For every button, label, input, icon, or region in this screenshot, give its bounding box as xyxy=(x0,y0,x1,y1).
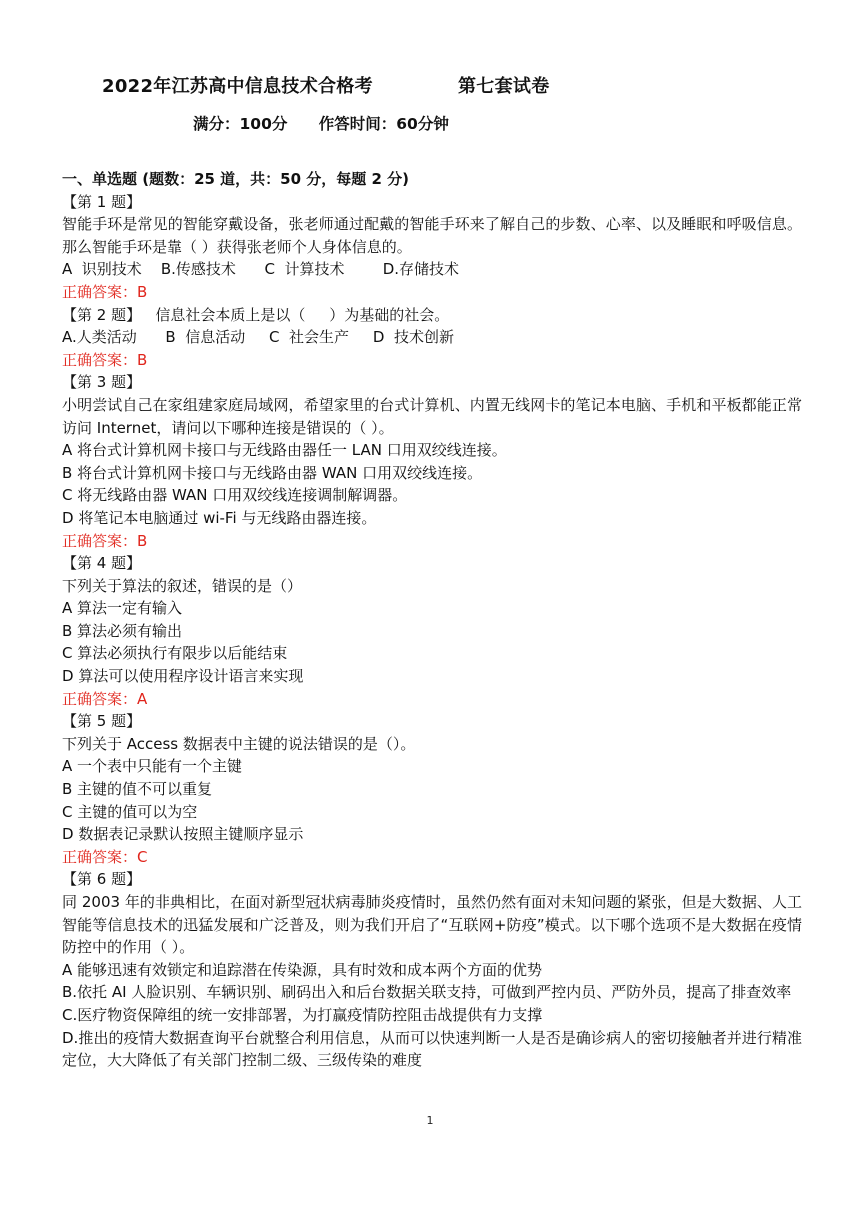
option-b: B 将台式计算机网卡接口与无线路由器 WAN 口用双绞线连接。 xyxy=(62,463,483,482)
option-a: A 能够迅速有效锁定和追踪潜在传染源，具有时效和成本两个方面的优势 xyxy=(62,960,543,979)
page-number: 1 xyxy=(426,1114,434,1127)
option-d: D.推出的疫情大数据查询平台就整合利用信息，从而可以快速判断一人是否是确诊病人的密切接触者并进行精准定位，大大降低了有关部门控制二级、三级传染的难度 xyxy=(62,1028,802,1070)
question-label: 【第 5 题】 xyxy=(62,712,142,731)
exam-title xyxy=(102,72,550,98)
option-d: D 将笔记本电脑通过 wi-Fi 与无线路由器连接。 xyxy=(62,508,377,527)
question-stem: 下列关于算法的叙述，错误的是（） xyxy=(62,576,303,595)
question-1 xyxy=(62,191,802,304)
question-stem: 智能手环是常见的智能穿戴设备，张老师通过配戴的智能手环来了解自己的步数、心率、以及睡眠和呼吸信息。那么智能手环是靠（ ）获得张老师个人身体信息的。 xyxy=(62,215,802,256)
option-c: C 算法必须执行有限步以后能结束 xyxy=(62,644,288,663)
option-b: B.依托 AI 人脸识别、车辆识别、刷码出入和后台数据关联支持，可做到严控内员、严防外员，提高了排查效率 xyxy=(62,983,792,1002)
option-a: A 一个表中只能有一个主键 xyxy=(62,757,243,776)
question-options: A.人类活动 B 信息活动 C 社会生产 D 技术创新 xyxy=(62,328,454,347)
question-stem: 下列关于 Access 数据表中主键的说法错误的是（）。 xyxy=(62,734,416,753)
correct-answer: 正确答案：C xyxy=(62,847,148,866)
full-score: 满分：100分 xyxy=(193,115,288,133)
question-stem: 同 2003 年的非典相比，在面对新型冠状病毒肺炎疫情时，虽然仍然有面对未知问题的紧张，但是大数据、人工智能等信息技术的迅猛发展和广泛普及，则为我们开启了“互联网+防疫”模式。以下哪个选项不是大数据在疫情防控中的作用（ ）。 xyxy=(62,893,802,957)
option-c: C 将无线路由器 WAN 口用双绞线连接调制解调器。 xyxy=(62,486,408,505)
option-d: D 数据表记录默认按照主键顺序显示 xyxy=(62,825,304,844)
question-3 xyxy=(62,371,802,552)
exam-info xyxy=(193,112,449,134)
option-c: C.医疗物资保障组的统一安排部署，为打赢疫情防控阻击战提供有力支撑 xyxy=(62,1005,543,1024)
correct-answer: 正确答案：B xyxy=(62,282,148,301)
section-heading: 一、单选题 (题数：25 道，共：50 分，每题 2 分) xyxy=(62,170,410,188)
option-b: B 算法必须有输出 xyxy=(62,621,183,640)
correct-answer: 正确答案：B xyxy=(62,350,148,369)
option-b: B 主键的值不可以重复 xyxy=(62,780,213,799)
question-5 xyxy=(62,710,802,868)
question-options: A 识别技术 B.传感技术 C 计算技术 D.存储技术 xyxy=(62,260,460,279)
exam-title-main: 2022年江苏高中信息技术合格考 xyxy=(102,76,373,97)
question-stem: 小明尝试自己在家组建家庭局域网，希望家里的台式计算机、内置无线网卡的笔记本电脑、手机和平板都能正常访问 Internet，请问以下哪种连接是错误的（ ）。 xyxy=(62,395,802,437)
option-a: A 算法一定有输入 xyxy=(62,599,183,618)
question-label: 【第 4 题】 xyxy=(62,554,142,573)
time-limit: 作答时间：60分钟 xyxy=(318,115,449,133)
question-label: 【第 1 题】 xyxy=(62,192,142,211)
question-stem: 信息社会本质上是以（ ）为基础的社会。 xyxy=(141,305,450,324)
option-d: D 算法可以使用程序设计语言来实现 xyxy=(62,667,304,686)
question-label: 【第 2 题】 xyxy=(62,305,142,324)
correct-answer: 正确答案：B xyxy=(62,531,148,550)
exam-set-title: 第七套试卷 xyxy=(458,76,550,97)
question-4 xyxy=(62,552,802,710)
option-c: C 主键的值可以为空 xyxy=(62,802,198,821)
option-a: A 将台式计算机网卡接口与无线路由器任一 LAN 口用双绞线连接。 xyxy=(62,441,507,460)
exam-content xyxy=(62,168,802,1072)
question-2 xyxy=(62,304,802,372)
question-6 xyxy=(62,868,802,1071)
question-label: 【第 3 题】 xyxy=(62,373,142,392)
correct-answer: 正确答案：A xyxy=(62,689,148,708)
question-label: 【第 6 题】 xyxy=(62,870,142,889)
